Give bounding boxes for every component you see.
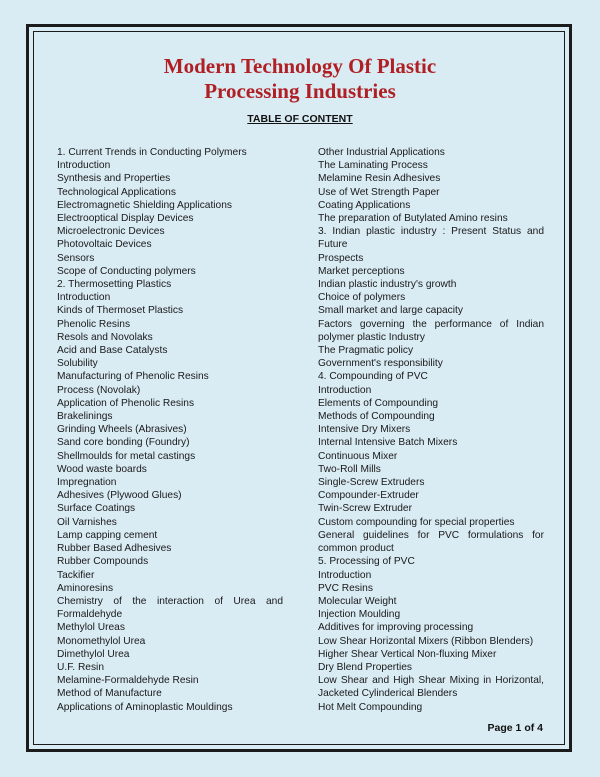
toc-entry: Brakelinings [57, 411, 113, 423]
toc-entry: Acid and Base Catalysts [57, 345, 168, 357]
toc-entry: Scope of Conducting polymers [57, 265, 196, 277]
toc-entry: Choice of polymers [318, 292, 406, 304]
toc-entry: 2. Thermosetting Plastics [57, 279, 172, 291]
toc-entry: Other Industrial Applications [318, 147, 445, 158]
toc-entry: Two-Roll Mills [318, 463, 381, 475]
toc-entry: Shellmoulds for metal castings [57, 450, 196, 462]
toc-left-column [57, 146, 283, 714]
toc-entry: Electrooptical Display Devices [57, 213, 194, 225]
toc-entry: Dimethylol Urea [57, 648, 130, 660]
toc-entry: 3. Indian plastic industry : Present Status and Future [318, 226, 544, 251]
toc-entry: Adhesives (Plywood Glues) [57, 490, 182, 502]
document-title-line-1: Modern Technology Of Plastic [163, 54, 437, 78]
toc-entry: Sand core bonding (Foundry) [57, 437, 190, 449]
toc-entry: Internal Intensive Batch Mixers [318, 437, 458, 449]
toc-entry: Factors governing the performance of Indian polymer plastic Industry [318, 318, 544, 343]
toc-entry: Intensive Dry Mixers [318, 424, 411, 436]
toc-entry: Molecular Weight [318, 595, 397, 607]
toc-entry: Manufacturing of Phenolic Resins [57, 371, 209, 383]
toc-entry: Resols and Novolaks [57, 331, 153, 343]
toc-entry: The preparation of Butylated Amino resins [318, 213, 508, 225]
toc-entry: Elements of Compounding [318, 397, 439, 409]
toc-entry: Custom compounding for special properties [318, 516, 515, 528]
toc-entry: Market perceptions [318, 265, 405, 277]
document-title-line-2: Processing Industries [204, 79, 396, 103]
toc-entry: Lamp capping cement [57, 529, 158, 541]
toc-entry: Indian plastic industry's growth [318, 279, 457, 291]
toc-entry: Introduction [318, 569, 372, 581]
toc-entry: Kinds of Thermoset Plastics [57, 305, 184, 317]
toc-entry: Photovoltaic Devices [57, 239, 152, 251]
toc-entry: Injection Moulding [318, 609, 401, 621]
toc-entry: Use of Wet Strength Paper [318, 186, 440, 198]
toc-entry: Synthesis and Properties [57, 173, 171, 185]
toc-entry: Oil Varnishes [57, 516, 117, 528]
toc-entry: Introduction [57, 160, 111, 172]
toc-entry: U.F. Resin [57, 661, 104, 673]
toc-entry: Phenolic Resins [57, 318, 131, 330]
toc-entry: Twin-Screw Extruder [318, 503, 412, 515]
toc-entry: Aminoresins [57, 582, 114, 594]
toc-entry: Additives for improving processing [318, 622, 474, 634]
toc-entry: 1. Current Trends in Conducting Polymers [57, 147, 247, 158]
toc-entry: Microelectronic Devices [57, 226, 165, 238]
toc-entry: Introduction [57, 292, 111, 304]
toc-entry: Technological Applications [57, 186, 176, 198]
toc-entry: Rubber Based Adhesives [57, 543, 172, 555]
toc-entry: Low Shear Horizontal Mixers (Ribbon Blenders) [318, 635, 534, 647]
toc-entry: Solubility [57, 358, 98, 370]
toc-entry: The Pragmatic policy [318, 345, 414, 357]
toc-entry: Application of Phenolic Resins [57, 397, 195, 409]
toc-entry: Method of Manufacture [57, 688, 162, 700]
toc-entry: Methods of Compounding [318, 411, 435, 423]
toc-entry: Higher Shear Vertical Non-fluxing Mixer [318, 648, 497, 660]
toc-entry: Applications of Aminoplastic Mouldings [57, 701, 233, 713]
toc-entry: Monomethylol Urea [57, 635, 146, 647]
toc-entry: Methylol Ureas [57, 622, 125, 634]
toc-entry: 4. Compounding of PVC [318, 371, 428, 383]
toc-entry: Sensors [57, 252, 95, 264]
toc-entry: Government's responsibility [318, 358, 443, 370]
toc-entry: Melamine Resin Adhesives [318, 173, 441, 185]
toc-entry: Rubber Compounds [57, 556, 149, 568]
toc-entry: Compounder-Extruder [318, 490, 419, 502]
toc-entry: Impregnation [57, 477, 117, 489]
toc-heading: TABLE OF CONTENT [247, 113, 353, 125]
toc-entry: 5. Processing of PVC [318, 556, 415, 568]
toc-entry: Wood waste boards [57, 463, 147, 475]
toc-entry: PVC Resins [318, 582, 373, 594]
toc-entry: Prospects [318, 252, 364, 264]
toc-entry: The Laminating Process [318, 160, 428, 172]
toc-entry: Low Shear and High Shear Mixing in Horizontal, Jacketed Cylinderical Blenders [318, 675, 544, 700]
toc-entry: Introduction [318, 384, 372, 396]
toc-entry: Small market and large capacity [318, 305, 463, 317]
toc-entry: Electromagnetic Shielding Applications [57, 199, 232, 211]
toc-entry: Chemistry of the interaction of Urea and Formaldehyde [57, 595, 283, 621]
toc-entry: General guidelines for PVC formulations for common product [318, 529, 544, 555]
toc-entry: Melamine-Formaldehyde Resin [57, 675, 199, 687]
toc-entry: Tackifier [57, 569, 95, 581]
toc-entry: Process (Novolak) [57, 384, 141, 396]
page-number: Page 1 of 4 [487, 722, 543, 734]
toc-right-column [318, 146, 544, 714]
toc-entry: Grinding Wheels (Abrasives) [57, 424, 187, 436]
toc-entry: Continuous Mixer [318, 450, 398, 462]
toc-entry: Coating Applications [318, 199, 411, 211]
toc-entry: Hot Melt Compounding [318, 701, 423, 713]
toc-entry: Dry Blend Properties [318, 661, 412, 673]
toc-entry: Single-Screw Extruders [318, 477, 425, 489]
toc-entry: Surface Coatings [57, 503, 136, 515]
